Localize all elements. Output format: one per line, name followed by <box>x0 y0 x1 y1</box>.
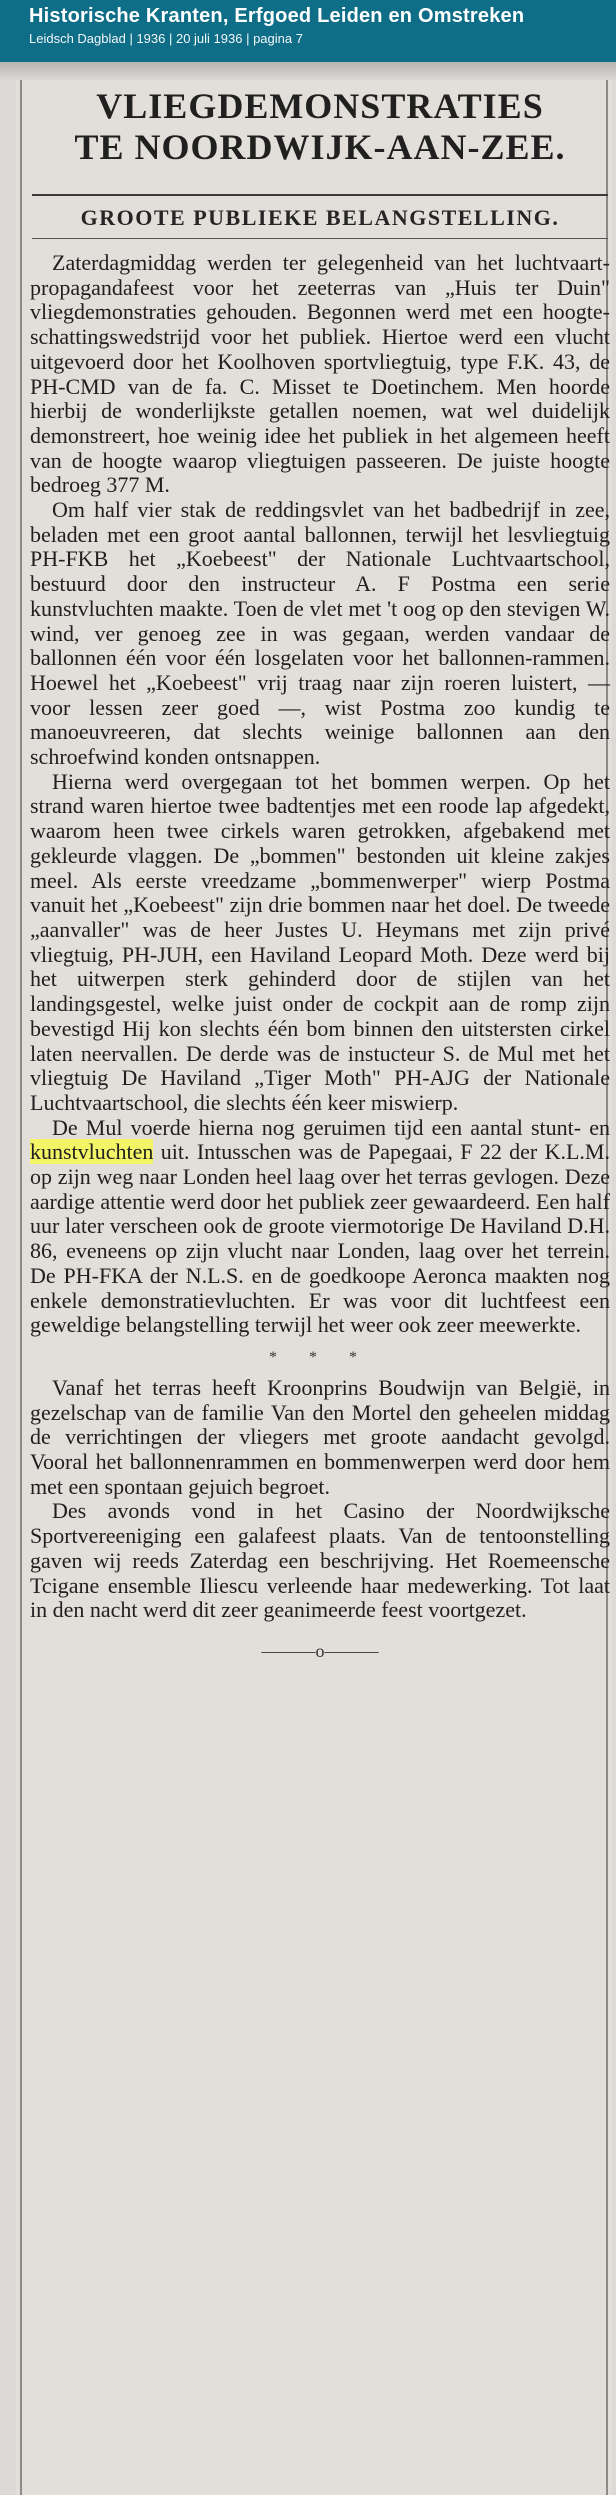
paragraph-3: Hierna werd overgegaan tot het bommen werpen. Op het strand waren hiertoe twee badtentjes met een roode lap afgedekt, waarom heen twee cirkels waren getrokken, afgebakend met gekleurde vlaggen. De „bommen" bestonden uit kleine zakjes meel. Als eerste vreedzame „bommenwerper" wierp Postma vanuit het „Koebeest" zijn drie bommen naar het doel. De tweede „aanvaller" was de heer Justes U. Heymans met zijn privé vliegtuig, PH-JUH, een Haviland Leopard Moth. Deze werd bij het uitwerpen sterk gehinderd door de stijlen van het landingsgestel, welke juist onder de cockpit aan de romp zijn bevestigd Hij kon slechts één bom binnen den uitstersten cirkel laten neervallen. De derde was de instucteur S. de Mul met het vliegtuig De Haviland „Tiger Moth" PH-AJG der Nationale Luchtvaartschool, die slechts één keer miswierp. <box>30 768 610 1115</box>
banner-shadow <box>0 62 616 80</box>
headline-divider <box>32 194 608 196</box>
site-banner <box>0 0 616 62</box>
headline-line-1: VLIEGDEMONSTRATIES <box>96 86 544 126</box>
source-line: Leidsch Dagblad | 1936 | 20 juli 1936 | pagina 7 <box>29 31 303 46</box>
column-rule-left <box>20 80 22 2495</box>
paragraph-4-end: uit. Intusschen was de Papegaai, F 22 der K.L.M. op zijn weg naar Londen heel laag over het terras gevlogen. Deze aardige attentie werd door het publiek zeer gewaardeerd. Een half uur later verscheen ook de groote viermotorige De Haviland D.H. 86, eveneens op zijn vlucht naar Londen, laag over het terrein. De PH-FKA der N.L.S. en de goedkoope Aeronca maakten nog enkele demonstratievluchten. Er was voor dit luchtfeest een geweldige belangstelling terwijl het weer ook zeer meewerkte. <box>30 1139 610 1338</box>
paragraph-2: Om half vier stak de reddingsvlet van het badbedrijf in zee, beladen met een groot aantal ballonnen, terwijl het lesvliegtuig PH-FKB het „Koebeest" der Nationale Luchtvaartschool, bestuurd door den instructeur A. F Postma een serie kunstvluchten maakte. Toen de vlet met 't oog op den stevigen W. wind, ver genoeg zee in was gegaan, werden vandaar de ballonnen één voor één losgelaten voor het ballonnen-rammen. Hoewel het „Koebeest" vrij traag naar zijn roeren luistert, — voor lessen zeer goed —, wist Postma zoo kundig te manoeuvreeren, dat slechts weinige ballonnen aan den schroefwind konden ontsnappen. <box>30 497 610 770</box>
article-headline <box>30 86 610 168</box>
article <box>30 86 610 1663</box>
article-subheadline: GROOTE PUBLIEKE BELANGSTELLING. <box>80 205 560 230</box>
paragraph-4 <box>30 1116 610 1338</box>
site-title[interactable]: Historische Kranten, Erfgoed Leiden en Omstreken <box>29 5 525 27</box>
paragraph-4-start: De Mul voerde hierna nog geruimen tijd een aantal stunt- en <box>52 1114 610 1140</box>
paragraph-6: Des avonds vond in het Casino der Noordwijksche Sportvereeniging een galafeest plaats. Van de tentoonstelling gaven wij reeds Zaterdag een beschrijving. Het Roemeensche Tcigane ensemble Iliescu verleende haar medewerking. Tot laat in den nacht werd dit zeer geanimeerde feest voortgezet. <box>30 1498 610 1623</box>
article-end-mark: ———o——— <box>261 1640 379 1661</box>
subheadline-divider <box>32 238 608 239</box>
paragraph-1: Zaterdagmiddag werden ter gelegenheid van het luchtvaart-propagandafeest voor het zeeterras van „Huis ter Duin" vliegdemonstraties gehouden. Begonnen werd met een hoogte-schattingswedstrijd voor het publiek. Hiertoe werd een vlucht uitgevoerd door het Koolhoven sportvliegtuig, type F.K. 43, de PH-CMD van de fa. C. Misset te Doetinchem. Men hoorde hierbij de wonderlijkste getallen noemen, wat wel duidelijk demonstreert, hoe weinig idee het publiek in het algemeen heeft van de hoogte waarop vliegtuigen passeeren. De juiste hoogte bedroeg 377 M. <box>30 250 610 498</box>
search-highlight: kunstvluchten <box>30 1139 154 1165</box>
paragraph-5: Vanaf het terras heeft Kroonprins Boudwijn van België, in gezelschap van de familie Van den Mortel den geheelen middag de verrichtingen der vliegers met groote aandacht gevolgd. Vooral het ballonnenrammen en bommenwerpen werd door hem met een spontaan gejuich begroet. <box>30 1374 610 1499</box>
headline-line-2: TE NOORDWIJK-AAN-ZEE. <box>74 127 566 167</box>
section-separator: * * * <box>269 1348 371 1366</box>
